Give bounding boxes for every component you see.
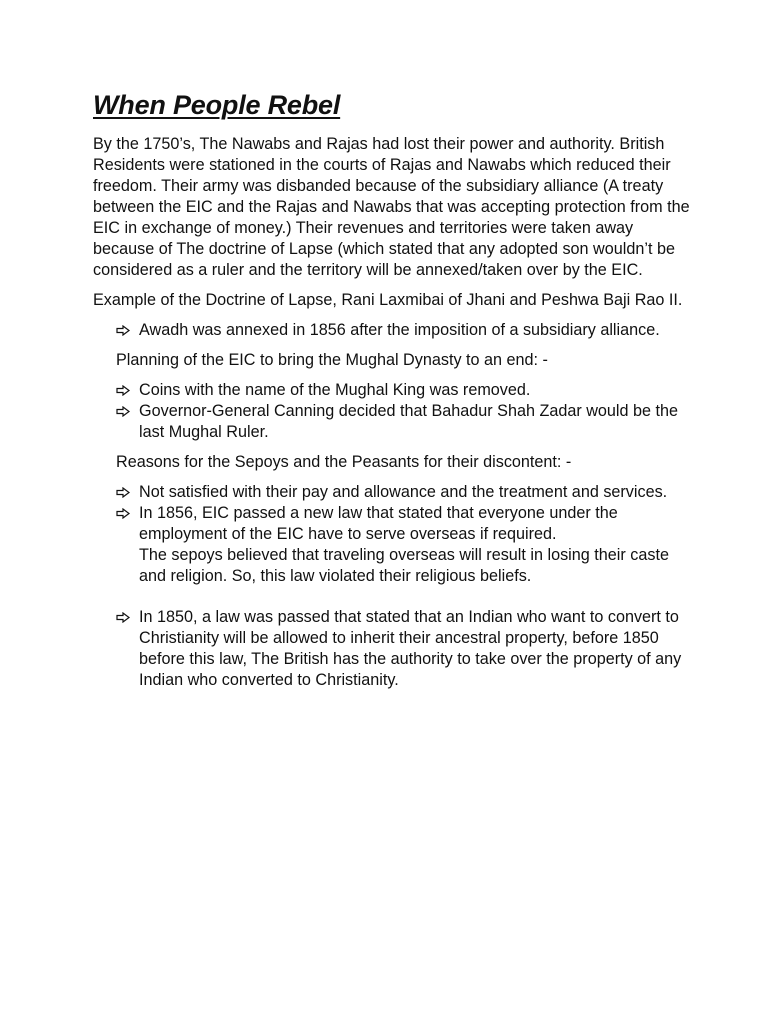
- page-title: When People Rebel: [93, 90, 341, 120]
- list-item: [116, 401, 693, 443]
- list-item: [116, 380, 693, 401]
- arrow-right-outline-icon: [116, 325, 130, 336]
- document-page: [93, 86, 693, 700]
- discontent-list: [116, 482, 693, 691]
- list-item-text: In 1856, EIC passed a new law that stated that everyone under the employment of the EIC have to serve overseas if required.: [139, 504, 618, 543]
- list-item-text: Not satisfied with their pay and allowance and the treatment and services.: [139, 483, 668, 501]
- arrow-right-outline-icon: [116, 508, 130, 519]
- list-item-text: Governor-General Canning decided that Bahadur Shah Zadar would be the last Mughal Ruler.: [139, 402, 679, 441]
- list-item: [116, 320, 693, 341]
- intro-paragraph: By the 1750’s, The Nawabs and Rajas had lost their power and authority. British Residents were stationed in the courts of Rajas and Nawabs which reduced their freedom. Their army was disbanded because of the subsidiary alliance (A treaty between the EIC and the Rajas and Nawabs that was accepting protection from the EIC in exchange of money.) Their revenues and territories were taken away because of The doctrine of Lapse (which stated that any adopted son wouldn’t be considered as a ruler and the territory will be annexed/taken over by the EIC.: [93, 135, 690, 279]
- list-item: [116, 503, 693, 587]
- mughal-section-heading: Planning of the EIC to bring the Mughal Dynasty to an end: -: [116, 351, 548, 369]
- discontent-section-heading: Reasons for the Sepoys and the Peasants for their discontent: -: [116, 453, 572, 471]
- list-item-text: Coins with the name of the Mughal King was removed.: [139, 381, 531, 399]
- list-item: [116, 482, 693, 503]
- arrow-right-outline-icon: [116, 406, 130, 417]
- list-item-text: Awadh was annexed in 1856 after the imposition of a subsidiary alliance.: [139, 321, 660, 339]
- arrow-right-outline-icon: [116, 612, 130, 623]
- example-paragraph: Example of the Doctrine of Lapse, Rani Laxmibai of Jhani and Peshwa Baji Rao II.: [93, 291, 683, 309]
- arrow-right-outline-icon: [116, 385, 130, 396]
- list-item-continuation: The sepoys believed that traveling overseas will result in losing their caste and religion. So, this law violated their religious beliefs.: [139, 546, 669, 585]
- mughal-list: [116, 380, 693, 443]
- list-item-text: In 1850, a law was passed that stated that an Indian who want to convert to Christianity will be allowed to inherit their ancestral property, before 1850 before this law, The British has the authority to take over the property of any Indian who converted to Christianity.: [139, 608, 682, 689]
- arrow-right-outline-icon: [116, 487, 130, 498]
- list-item: [116, 607, 693, 691]
- annexation-list: [116, 320, 693, 341]
